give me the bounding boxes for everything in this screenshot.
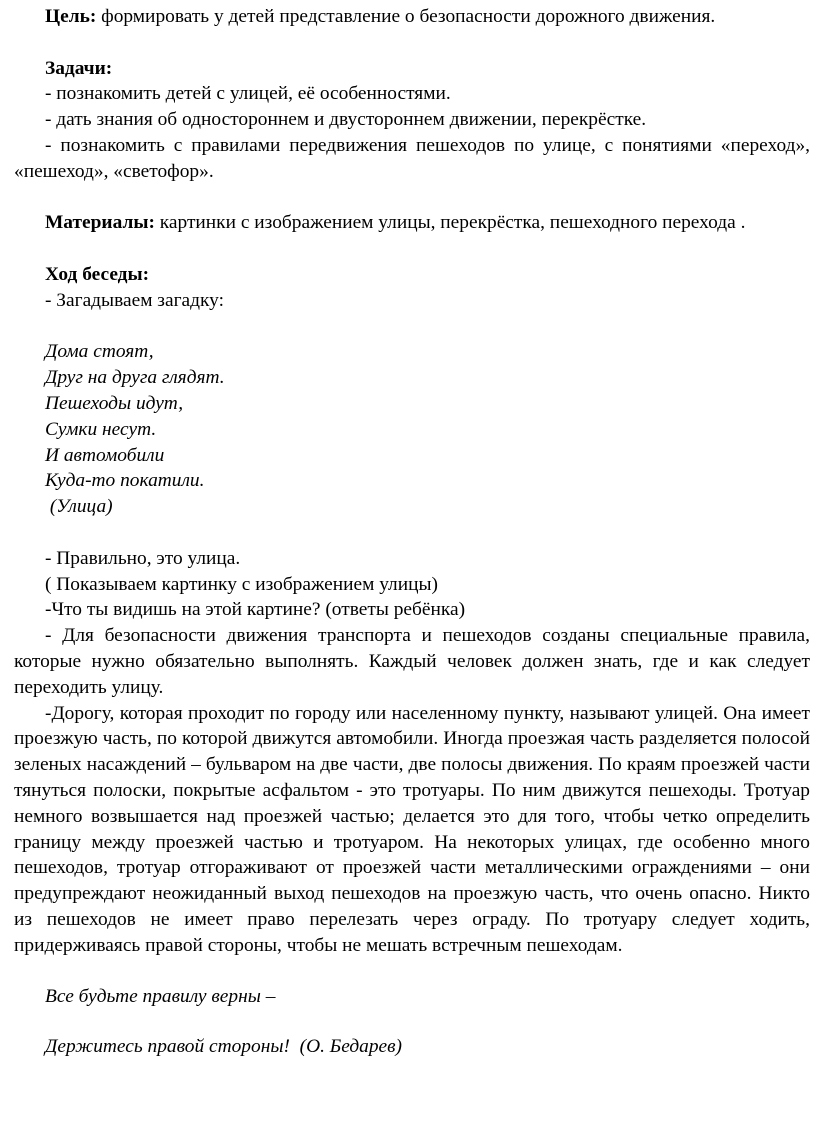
poem-line: Держитесь правой стороны! (О. Бедарев) (45, 1036, 403, 1058)
course-intro: - Загадываем загадку: (45, 289, 224, 311)
task-item: - познакомить детей с улицей, её особенностями. (45, 83, 451, 105)
riddle-line: Пешеходы идут, (45, 392, 184, 414)
riddle-answer: (Улица) (45, 496, 113, 518)
dialog-line: -Что ты видишь на этой картине? (ответы ребёнка) (45, 599, 466, 621)
materials-paragraph (14, 210, 810, 236)
goal-paragraph (14, 4, 810, 30)
riddle-line: И автомобили (45, 444, 165, 466)
dialog-line: - Правильно, это улица. (45, 547, 241, 569)
dialog-paragraph: - Для безопасности движения транспорта и пешеходов созданы специальные правила, которые нужно обязательно выполнять. Каждый человек должен знать, где и как следует переходить улицу. (14, 625, 810, 698)
goal-text: формировать у детей представление о безопасности дорожного движения. (96, 6, 716, 27)
riddle-line: Сумки несут. (45, 418, 157, 440)
task-item: - познакомить с правилами передвижения пешеходов по улице, с понятиями «переход», «пешеход», «светофор». (14, 134, 810, 182)
dialog-paragraph: -Дорогу, которая проходит по городу или населенному пункту, называют улицей. Она имеет проезжую часть, по которой движутся автомобили. Иногда проезжая часть разделяется полосой зеленых насаждений – бульваром на две части, две полосы движения. По краям проезжей части тянуться полоски, покрытые асфальтом - это тротуары. По ним движутся пешеходы. Тротуар немного возвышается над проезжей частью; делается это для того, чтобы четко определить границу между проезжей частью и тротуаром. На некоторых улицах, где особенно много пешеходов, тротуар отгораживают от проезжей части металлическими ограждениями – они предупреждают неожиданный выход пешеходов на проезжую часть, что очень опасно. Никто из пешеходов не имеет право перелезать через ограду. По тротуару следует ходить, придерживаясь правой стороны, чтобы не мешать встречным пешеходам. (14, 702, 810, 956)
goal-label: Цель: (45, 6, 97, 27)
task-item: - дать знания об одностороннем и двустороннем движении, перекрёстке. (45, 109, 647, 131)
materials-label: Материалы: (45, 212, 155, 234)
riddle-line: Друг на друга глядят. (45, 367, 225, 389)
materials-text: картинки с изображением улицы, перекрёстка, пешеходного перехода . (154, 212, 746, 234)
dialog-line: ( Показываем картинку с изображением улицы) (45, 573, 438, 595)
tasks-heading: Задачи: (45, 57, 113, 79)
riddle-line: Куда-то покатили. (45, 470, 205, 492)
poem-line: Все будьте правилу верны – (45, 986, 276, 1008)
riddle-line: Дома стоят, (45, 341, 154, 363)
course-heading: Ход беседы: (45, 263, 150, 285)
